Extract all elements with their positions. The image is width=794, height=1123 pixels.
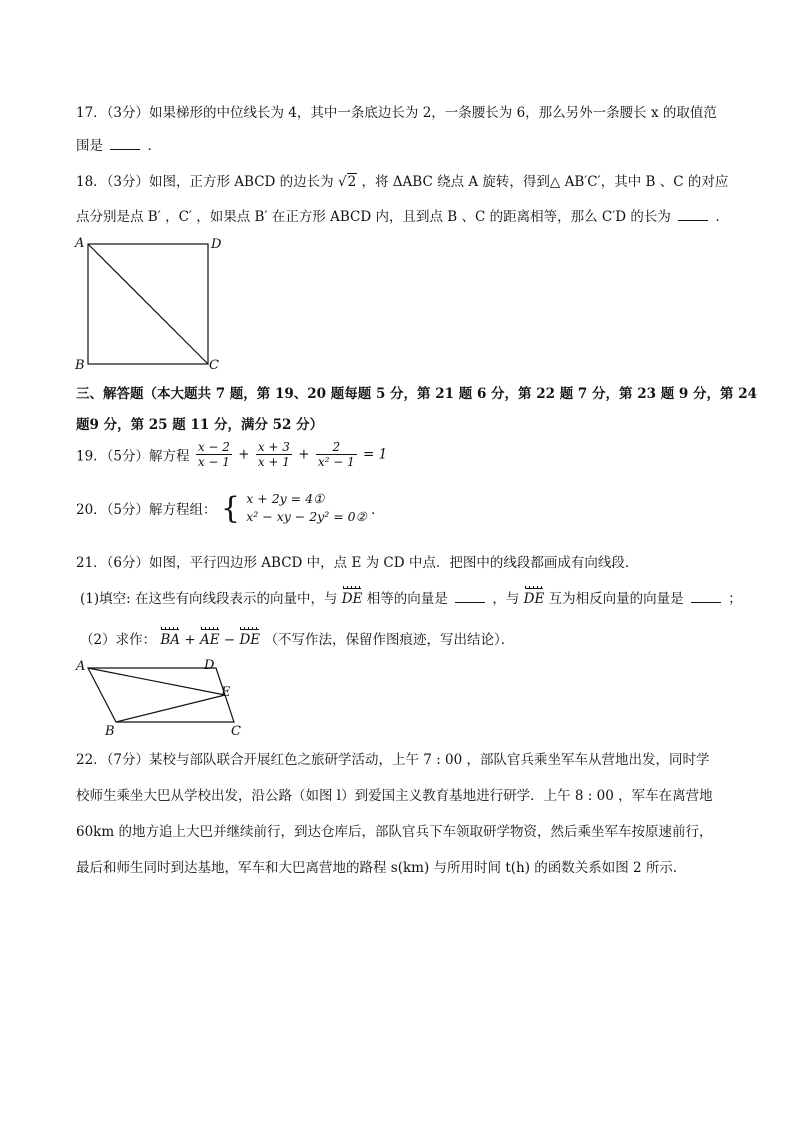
q19-fraction-1	[196, 440, 232, 469]
q18-line1-b: ，将 ΔABC 绕点 A 旋转，得到△ AB′C′，其中 B 、C 的对应	[361, 174, 729, 190]
label-A: A	[76, 659, 86, 674]
q18-line2-text: 点分别是点 B′ ，C′ ，如果点 B′ 在正方形 ABCD 内，且到点 B 、C 的距离相等，那么 C′D 的长为	[76, 209, 671, 225]
label-E: E	[221, 685, 231, 700]
vector-DE: DE	[341, 591, 363, 607]
q21-op-plus: +	[184, 632, 196, 648]
sqrt-value: 2	[347, 174, 357, 190]
q19-f2-den: x + 1	[257, 455, 290, 469]
q18-line2	[76, 205, 729, 225]
q20-eq2: x² − xy − 2y² = 0②	[246, 509, 367, 524]
diagonal-ac	[88, 244, 208, 364]
label-C: C	[209, 358, 219, 373]
label-D: D	[204, 658, 215, 673]
q21-p2-a: （2）求作：	[80, 632, 157, 648]
q22-line2: 校师生乘坐大巴从学校出发，沿公路（如图 l）到爱国主义教育基地进行研学．上午 8 : 00 ，军车在离营地	[76, 788, 713, 804]
section3-line2: 题9 分，第 25 题 11 分，满分 52 分）	[76, 417, 324, 433]
label-A: A	[75, 236, 85, 251]
q20-prefix: 20．（5分）解方程组：	[76, 502, 217, 518]
vector-DE-3: DE	[239, 632, 261, 648]
q17-line2-prefix: 围是	[76, 138, 103, 154]
q21-p1-c: ，与	[492, 591, 520, 607]
q20-line	[76, 490, 385, 526]
q19-f1-den: x − 1	[197, 455, 230, 469]
q17-line2-suffix: ．	[147, 138, 162, 154]
q19-line	[76, 440, 387, 469]
q21-parallelogram-figure	[72, 657, 252, 737]
q19-f2-num: x + 3	[257, 440, 290, 454]
q17-line2	[76, 134, 161, 154]
q21-part2	[80, 628, 514, 648]
vector-DE-2: DE	[523, 591, 545, 607]
q21-p2-b: （不写作法，保留作图痕迹，写出结论）．	[264, 632, 515, 648]
q19-fraction-3	[316, 440, 357, 469]
q19-f1-num: x − 2	[197, 440, 230, 454]
q18-square-figure	[72, 234, 232, 374]
q17-answer-blank	[110, 148, 140, 150]
parallelogram-outline	[88, 668, 234, 722]
q21-line1: 21．（6分）如图，平行四边形 ABCD 中，点 E 为 CD 中点．把图中的线段都画成有向线段．	[76, 555, 639, 571]
q17-line1: 17．（3分）如果梯形的中位线长为 4，其中一条底边长为 2，一条腰长为 6，那么另外一条腰长 x 的取值范	[76, 105, 717, 121]
vector-AE: AE	[199, 632, 220, 648]
q21-p1-d: 互为相反向量的向量是	[548, 591, 684, 607]
q21-p1-b: 相等的向量是	[366, 591, 448, 607]
q18-answer-blank	[678, 219, 708, 221]
label-D: D	[211, 237, 222, 252]
q19-plus-2: +	[298, 446, 310, 463]
q19-rhs: = 1	[363, 446, 388, 463]
section3-line1: 三、解答题（本大题共 7 题，第 19、20 题每题 5 分，第 21 题 6 分，第 22 题 7 分，第 23 题 9 分，第 24	[76, 386, 757, 402]
q19-f3-num: 2	[316, 440, 357, 455]
q20-brace: {	[220, 490, 240, 526]
q21-p1-a: (1)填空: 在这些有向线段表示的向量中，与	[80, 591, 338, 607]
q22-line3: 60km 的地方追上大巴并继续前行，到达仓库后，部队官兵下车领取研学物资，然后乘坐军车按原速前行，	[76, 824, 713, 840]
q18-line1	[76, 170, 728, 190]
q18-line2-suffix: ．	[715, 209, 729, 225]
q21-blank-2	[691, 601, 721, 603]
sqrt-symbol: √2	[337, 174, 357, 190]
label-B: B	[105, 724, 115, 737]
q19-plus-1: +	[238, 446, 250, 463]
q19-prefix: 19．（5分）解方程	[76, 448, 190, 465]
q19-f3-den: x² − 1	[317, 455, 355, 469]
q22-line1: 22．（7分）某校与部队联合开展红色之旅研学活动，上午 7 : 00 ，部队官兵乘坐军车从营地出发，同时学	[76, 752, 710, 768]
q20-suffix: ．	[371, 502, 385, 518]
label-B: B	[75, 358, 85, 373]
q18-line1-a: 18．（3分）如图，正方形 ABCD 的边长为	[76, 174, 334, 190]
q22-line4: 最后和师生同时到达基地，军车和大巴离营地的路程 s(km) 与所用时间 t(h) 的函数关系如图 2 所示．	[76, 860, 687, 876]
q21-op-minus: −	[223, 632, 236, 648]
q20-eq1: x + 2y = 4①	[246, 491, 325, 506]
segment-BE	[116, 695, 225, 722]
label-C: C	[231, 724, 241, 737]
q21-blank-1	[455, 601, 485, 603]
q21-p1-e: ；	[728, 591, 742, 607]
q19-fraction-2	[256, 440, 292, 469]
vector-BA: BA	[160, 632, 181, 648]
q21-part1	[80, 587, 742, 607]
q20-system	[246, 490, 367, 526]
